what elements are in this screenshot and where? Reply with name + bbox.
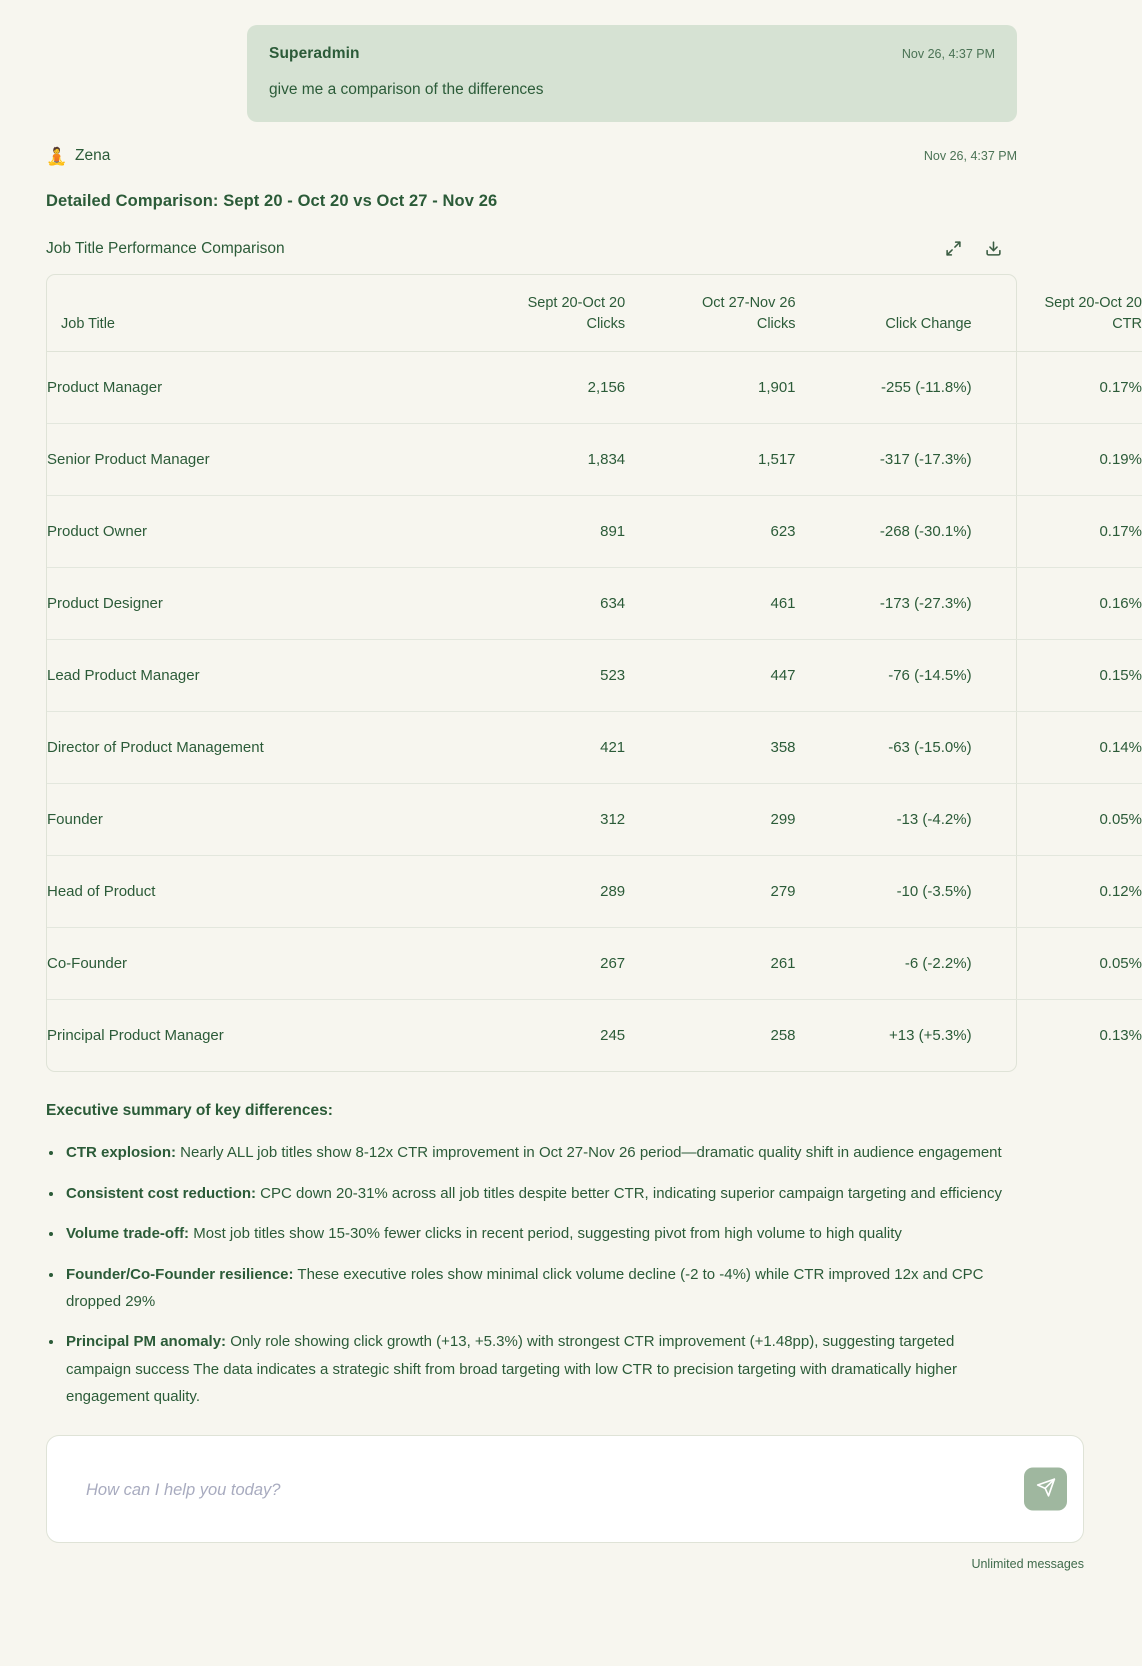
column-header-click-change[interactable]: Click Change <box>796 275 972 352</box>
table-row[interactable] <box>47 568 1142 640</box>
cell-clicks-period2: 279 <box>625 856 795 928</box>
cell-job-title: Head of Product <box>47 856 455 928</box>
user-message-text: give me a comparison of the differences <box>269 81 544 98</box>
summary-bullet-lead: CTR explosion: <box>66 1144 177 1162</box>
assistant-name: Zena <box>75 147 111 165</box>
cell-click-change: -6 (-2.2%) <box>796 928 972 1000</box>
table-scroll-region[interactable] <box>47 275 1142 1071</box>
cell-job-title: Product Manager <box>47 352 455 424</box>
column-header-job-title[interactable]: Job Title <box>47 275 455 352</box>
cell-clicks-period1: 1,834 <box>455 424 625 496</box>
cell-ctr-period1: 0.05% <box>972 928 1142 1000</box>
column-header-ctr-period1[interactable]: Sept 20-Oct 20 CTR <box>972 275 1142 352</box>
cell-ctr-period1: 0.17% <box>972 496 1142 568</box>
cell-clicks-period1: 421 <box>455 712 625 784</box>
table-row[interactable] <box>47 496 1142 568</box>
user-message-bubble <box>247 25 1017 122</box>
cell-job-title: Principal Product Manager <box>47 1027 224 1045</box>
cell-clicks-period1: 523 <box>455 640 625 712</box>
cell-job-title: Product Owner <box>47 496 455 568</box>
summary-bullet-body: Nearly ALL job titles show 8-12x CTR improvement in Oct 27-Nov 26 period—dramatic quality shift in audience engagement <box>176 1144 1002 1162</box>
cell-clicks-period1: 2,156 <box>455 352 625 424</box>
person-meditating-icon: 🧘 <box>46 146 68 166</box>
table-head <box>47 275 1142 352</box>
table-header-bar <box>46 239 1017 258</box>
cell-clicks-period2: 299 <box>625 784 795 856</box>
summary-bullet <box>66 1261 1017 1316</box>
table-row[interactable] <box>47 352 1142 424</box>
summary-bullet-lead: Principal PM anomaly: <box>66 1333 227 1351</box>
cell-ctr-period1: 0.12% <box>972 856 1142 928</box>
cell-clicks-period1: 312 <box>455 784 625 856</box>
cell-ctr-period1: 0.15% <box>972 640 1142 712</box>
user-message-sender: Superadmin <box>269 45 360 62</box>
summary-bullet <box>66 1180 1017 1207</box>
cell-clicks-period1: 289 <box>455 856 625 928</box>
table-row[interactable] <box>47 784 1142 856</box>
table-row[interactable] <box>47 424 1142 496</box>
assistant-message <box>0 146 1142 1411</box>
cell-click-change: +13 (+5.3%) <box>889 1027 972 1045</box>
summary-bullet-body: Most job titles show 15-30% fewer clicks in recent period, suggesting pivot from high volume to high quality <box>189 1225 902 1243</box>
summary-bullet-lead: Founder/Co-Founder resilience: <box>66 1265 294 1283</box>
cell-clicks-period1: 891 <box>455 496 625 568</box>
cell-clicks-period1: 245 <box>600 1027 626 1045</box>
cell-click-change: -13 (-4.2%) <box>796 784 972 856</box>
table-card <box>46 274 1142 1072</box>
table-section <box>46 239 1142 1072</box>
message-input[interactable] <box>84 1436 938 1546</box>
cell-job-title: Product Designer <box>47 568 455 640</box>
summary-bullet-body: Only role showing click growth (+13, +5.3%) with strongest CTR improvement (+1.48pp), suggesting targeted campaign success The data indicates a strategic shift from broad targeting with low CTR to precision targeting with dramatically higher engagement quality. <box>66 1333 957 1406</box>
cell-click-change: -255 (-11.8%) <box>796 352 972 424</box>
table-row[interactable] <box>47 712 1142 784</box>
job-title-performance-table <box>47 275 1142 1071</box>
assistant-message-timestamp: Nov 26, 4:37 PM <box>923 149 1017 164</box>
cell-clicks-period2: 461 <box>625 568 795 640</box>
assistant-message-header <box>46 147 1017 165</box>
cell-ctr-period1: 0.16% <box>972 568 1142 640</box>
cell-job-title: Founder <box>47 784 455 856</box>
user-message-header <box>269 45 995 63</box>
table-caption: Job Title Performance Comparison <box>46 239 285 257</box>
cell-click-change: -76 (-14.5%) <box>796 640 972 712</box>
user-message-row <box>0 0 1130 122</box>
table-row[interactable] <box>47 1000 1142 1072</box>
column-header-clicks-period2[interactable]: Oct 27-Nov 26 Clicks <box>625 275 795 352</box>
send-button[interactable] <box>1024 1467 1067 1510</box>
cell-job-title: Co-Founder <box>47 928 455 1000</box>
cell-clicks-period2: 261 <box>625 928 795 1000</box>
summary-bullet-lead: Consistent cost reduction: <box>66 1184 257 1202</box>
composer-area <box>0 1435 1130 1543</box>
executive-summary-title: Executive summary of key differences: <box>46 1102 333 1120</box>
cell-click-change: -173 (-27.3%) <box>796 568 972 640</box>
summary-bullet-body: These executive roles show minimal click volume decline (-2 to -4%) while CTR improved 12x and CPC dropped 29% <box>66 1265 984 1311</box>
cell-clicks-period2: 358 <box>625 712 795 784</box>
cell-clicks-period2: 623 <box>625 496 795 568</box>
cell-click-change: -317 (-17.3%) <box>796 424 972 496</box>
cell-clicks-period2: 258 <box>770 1027 796 1045</box>
executive-summary <box>46 1102 1017 1411</box>
cell-clicks-period2: 447 <box>625 640 795 712</box>
cell-clicks-period1: 634 <box>455 568 625 640</box>
cell-ctr-period1: 0.13% <box>1099 1027 1142 1045</box>
cell-job-title: Director of Product Management <box>47 712 455 784</box>
summary-bullet <box>66 1328 1017 1410</box>
cell-clicks-period2: 1,901 <box>625 352 795 424</box>
summary-bullet <box>66 1220 1017 1247</box>
cell-ctr-period1: 0.17% <box>972 352 1142 424</box>
table-row[interactable] <box>47 856 1142 928</box>
summary-bullet-lead: Volume trade-off: <box>66 1225 190 1243</box>
cell-ctr-period1: 0.14% <box>972 712 1142 784</box>
cell-click-change: -63 (-15.0%) <box>796 712 972 784</box>
cell-clicks-period1: 267 <box>455 928 625 1000</box>
table-actions <box>944 239 1003 258</box>
message-quota-note: Unlimited messages <box>971 1556 1084 1571</box>
user-message-timestamp: Nov 26, 4:37 PM <box>901 47 995 61</box>
cell-ctr-period1: 0.19% <box>972 424 1142 496</box>
expand-icon[interactable] <box>944 239 963 258</box>
table-row[interactable] <box>47 928 1142 1000</box>
download-icon[interactable] <box>984 239 1003 258</box>
cell-click-change: -268 (-30.1%) <box>796 496 972 568</box>
summary-bullet <box>66 1139 1017 1166</box>
column-header-clicks-period1[interactable]: Sept 20-Oct 20 Clicks <box>455 275 625 352</box>
assistant-identity <box>46 147 110 165</box>
table-header-row <box>47 275 1142 352</box>
executive-summary-list <box>46 1139 1017 1411</box>
composer[interactable] <box>46 1435 1084 1543</box>
answer-title: Detailed Comparison: Sept 20 - Oct 20 vs Oct 27 - Nov 26 <box>46 192 498 211</box>
summary-bullet-body: CPC down 20-31% across all job titles despite better CTR, indicating superior campaign targeting and efficiency <box>256 1184 1002 1202</box>
cell-ctr-period1: 0.05% <box>972 784 1142 856</box>
cell-job-title: Lead Product Manager <box>47 640 455 712</box>
cell-job-title: Senior Product Manager <box>47 424 455 496</box>
cell-clicks-period2: 1,517 <box>625 424 795 496</box>
send-paper-plane-icon <box>1036 1477 1056 1500</box>
table-row[interactable] <box>47 640 1142 712</box>
table-body <box>47 352 1142 1072</box>
cell-click-change: -10 (-3.5%) <box>796 856 972 928</box>
